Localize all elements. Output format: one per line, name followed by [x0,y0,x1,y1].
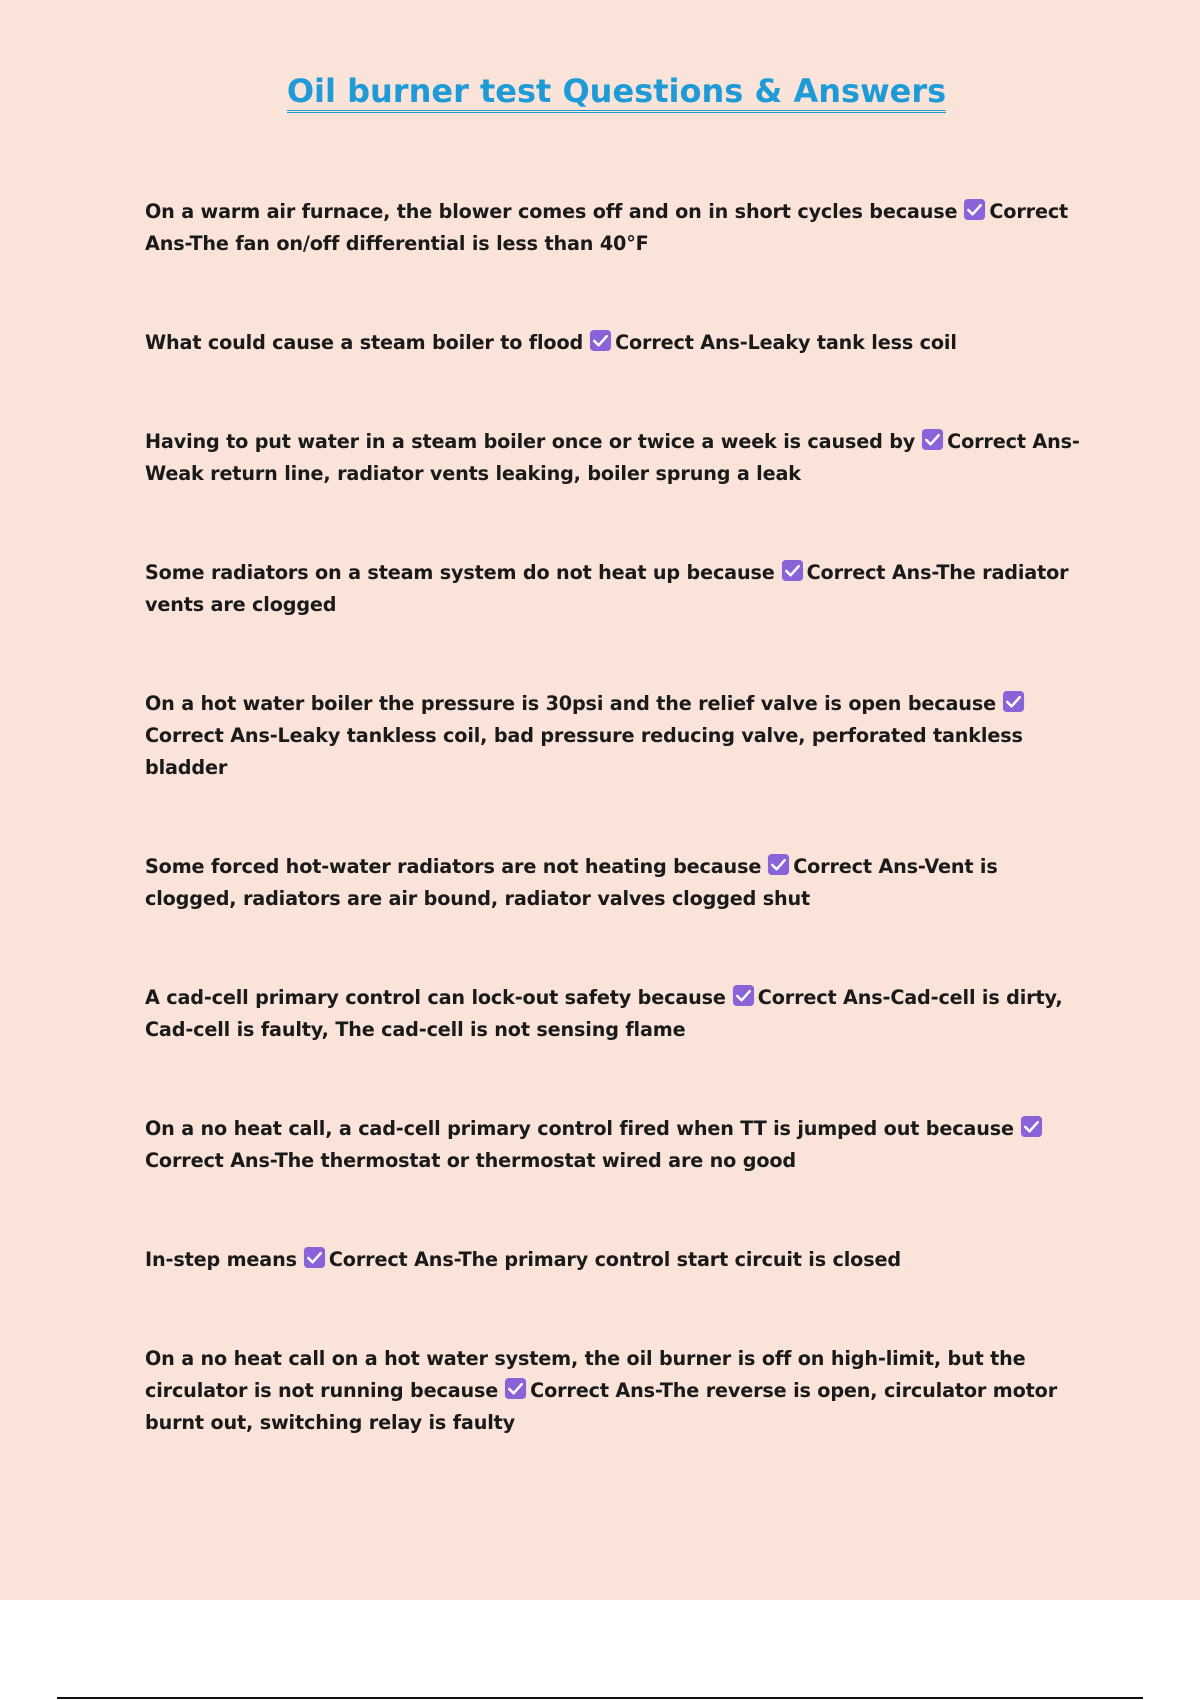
qa-item [145,196,1090,260]
question-text: What could cause a steam boiler to flood [145,331,584,354]
checkbox-checked-icon [921,428,944,451]
question-text: Some radiators on a steam system do not heat up because [145,561,775,584]
checkbox-checked-icon [781,559,804,582]
question-text: On a no heat call on a hot water system, the oil burner is off on high-limit, but the circulator is not running because [145,1347,1026,1402]
question-text: On a no heat call, a cad-cell primary control fired when TT is jumped out because [145,1117,1014,1140]
qa-item [145,426,1090,490]
question-text: Having to put water in a steam boiler once or twice a week is caused by [145,430,916,453]
question-text: A cad-cell primary control can lock-out safety because [145,986,726,1009]
footer-divider [57,1697,1143,1699]
qa-item [145,1113,1090,1177]
answer-text: Correct Ans-Weak return line, radiator vents leaking, boiler sprung a leak [145,430,1080,485]
answer-text: Correct Ans-The fan on/off differential is less than 40°F [145,200,1069,255]
answer-text: Correct Ans-Leaky tankless coil, bad pressure reducing valve, perforated tankless bladder [145,724,1023,779]
checkbox-checked-icon [1002,690,1025,713]
document-title-text: Oil burner test Questions & Answers [287,72,946,113]
answer-text: Correct Ans-The reverse is open, circulator motor burnt out, switching relay is faulty [145,1379,1058,1434]
qa-item [145,1343,1090,1439]
answer-text: Correct Ans-Leaky tank less coil [615,331,957,354]
checkbox-checked-icon [303,1246,326,1269]
answer-text: Correct Ans-The primary control start circuit is closed [328,1248,901,1271]
qa-item [145,557,1090,621]
checkbox-checked-icon [504,1377,527,1400]
qa-list [145,196,1090,1506]
question-text: On a warm air furnace, the blower comes off and on in short cycles because [145,200,958,223]
qa-item [145,1244,1090,1276]
qa-item [145,688,1090,784]
qa-item [145,327,1090,359]
question-text: On a hot water boiler the pressure is 30psi and the relief valve is open because [145,692,996,715]
answer-text: Correct Ans-Vent is clogged, radiators are air bound, radiator valves clogged shut [145,855,998,910]
checkbox-checked-icon [1020,1115,1043,1138]
document-title [0,72,1200,110]
answer-text: Correct Ans-The radiator vents are clogged [145,561,1069,616]
checkbox-checked-icon [589,329,612,352]
checkbox-checked-icon [963,198,986,221]
question-text: In-step means [145,1248,297,1271]
qa-item [145,851,1090,915]
checkbox-checked-icon [732,984,755,1007]
answer-text: Correct Ans-The thermostat or thermostat wired are no good [145,1149,796,1172]
question-text: Some forced hot-water radiators are not heating because [145,855,762,878]
answer-text: Correct Ans-Cad-cell is dirty, Cad-cell is faulty, The cad-cell is not sensing flame [145,986,1063,1041]
qa-item [145,982,1090,1046]
checkbox-checked-icon [767,853,790,876]
